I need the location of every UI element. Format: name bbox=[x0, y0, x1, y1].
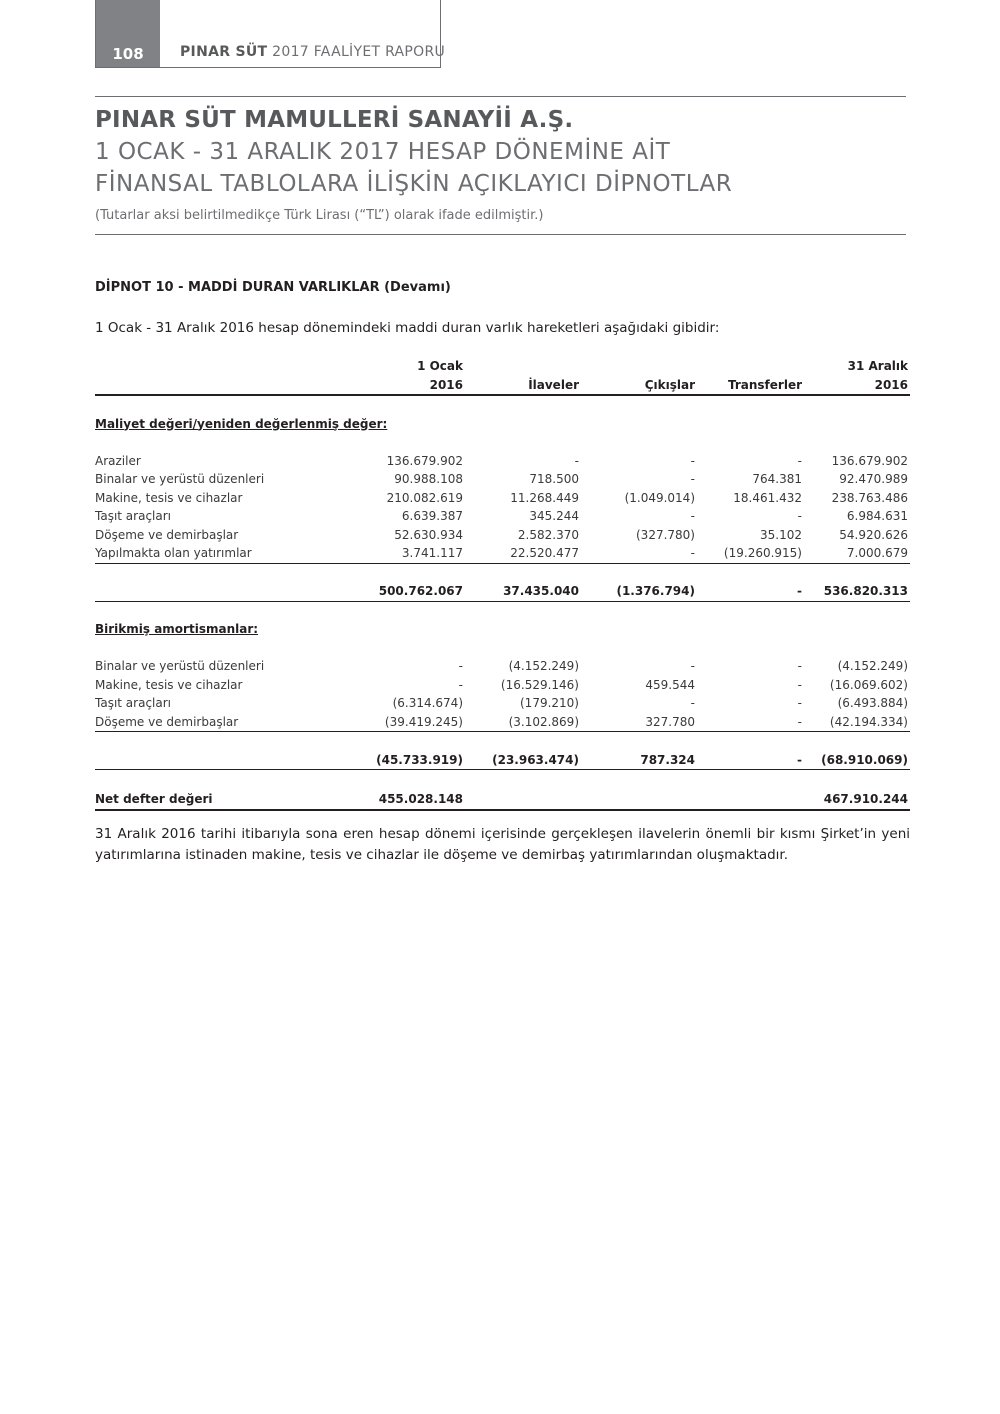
table-cell: 136.679.902 bbox=[386, 453, 463, 468]
report-title bbox=[180, 44, 445, 60]
table-cell: - bbox=[690, 546, 695, 560]
table-cell: (45.733.919) bbox=[376, 752, 463, 767]
table-cell: (39.419.245) bbox=[384, 714, 463, 729]
total-row-depreciation bbox=[95, 751, 910, 771]
table-cell: (42.194.334) bbox=[829, 714, 908, 729]
table-cell: 11.268.449 bbox=[510, 490, 579, 505]
table-row bbox=[95, 507, 910, 526]
page-number: 108 bbox=[96, 0, 160, 67]
table-cell: (327.780) bbox=[636, 527, 695, 542]
row-label: Makine, tesis ve cihazlar bbox=[95, 490, 243, 505]
table-cell: - bbox=[574, 453, 579, 468]
table-cell: 54.920.626 bbox=[839, 527, 908, 542]
table-cell: (1.049.014) bbox=[624, 490, 695, 505]
table-cell: (4.152.249) bbox=[837, 659, 908, 673]
table-cell: Çıkışlar bbox=[644, 377, 695, 392]
table-cell: 92.470.989 bbox=[839, 472, 908, 486]
table-row bbox=[95, 657, 910, 676]
table-cell: 22.520.477 bbox=[510, 546, 579, 560]
table-cell: - bbox=[690, 472, 695, 486]
spacer bbox=[95, 602, 910, 621]
row-label: Döşeme ve demirbaşlar bbox=[95, 527, 239, 542]
table-cell: 2.582.370 bbox=[517, 527, 579, 542]
row-label: Binalar ve yerüstü düzenleri bbox=[95, 659, 265, 673]
table-cell: (3.102.869) bbox=[508, 714, 579, 729]
table-cell: 3.741.117 bbox=[401, 546, 463, 560]
table-cell: - bbox=[690, 696, 695, 710]
table-cell: 7.000.679 bbox=[846, 546, 908, 560]
table-cell: - bbox=[797, 453, 802, 468]
row-label: Makine, tesis ve cihazlar bbox=[95, 677, 243, 692]
table-cell: - bbox=[458, 677, 463, 692]
table-cell: - bbox=[690, 509, 695, 523]
table-cell: - bbox=[690, 659, 695, 673]
row-label: Döşeme ve demirbaşlar bbox=[95, 714, 239, 729]
table-cell: 31 Aralık bbox=[847, 359, 908, 373]
table-cell: 787.324 bbox=[640, 752, 695, 767]
table-cell: (19.260.915) bbox=[723, 546, 802, 560]
table-cell: (4.152.249) bbox=[508, 659, 579, 673]
spacer bbox=[95, 564, 910, 583]
spacer bbox=[95, 433, 910, 452]
table-cell: (6.314.674) bbox=[392, 696, 463, 710]
row-label: Taşıt araçları bbox=[95, 509, 171, 523]
table-cell: 2016 bbox=[874, 377, 908, 392]
row-label: Binalar ve yerüstü düzenleri bbox=[95, 472, 265, 486]
row-label: Net defter değeri bbox=[95, 792, 213, 806]
spacer bbox=[95, 770, 910, 790]
row-label: Taşıt araçları bbox=[95, 696, 171, 710]
table-cell: - bbox=[797, 714, 802, 729]
table-cell: 6.639.387 bbox=[401, 509, 463, 523]
spacer bbox=[95, 732, 910, 751]
closing-paragraph: 31 Aralık 2016 tarihi itibarıyla sona eren hesap dönemi içerisinde gerçekleşen ilavelerin önemli bir kısmı Şirket’in yeni yatırımlarına istinaden makine, tesis ve cihazlar ile döşeme ve demirbaş yatırımlarından oluşmaktadır. bbox=[95, 826, 910, 863]
table-cell: - bbox=[797, 696, 802, 710]
row-label: Maliyet değeri/yeniden değerlenmiş değer: bbox=[95, 416, 388, 431]
table-cell: İlaveler bbox=[528, 377, 579, 392]
table-cell: - bbox=[690, 453, 695, 468]
table-cell: 455.028.148 bbox=[378, 792, 463, 806]
table-cell: - bbox=[797, 677, 802, 692]
table-cell: 327.780 bbox=[645, 714, 695, 729]
section-heading-depreciation bbox=[95, 620, 910, 639]
table-cell: 136.679.902 bbox=[831, 453, 908, 468]
table-cell: 35.102 bbox=[760, 527, 802, 542]
spacer bbox=[95, 639, 910, 658]
page-header bbox=[95, 0, 446, 68]
table-cell: - bbox=[797, 752, 802, 767]
table-cell: 6.984.631 bbox=[846, 509, 908, 523]
table-cell: (6.493.884) bbox=[837, 696, 908, 710]
table-cell: 536.820.313 bbox=[823, 584, 908, 598]
table-cell: (23.963.474) bbox=[492, 752, 579, 767]
table-cell: (1.376.794) bbox=[616, 584, 695, 598]
spacer bbox=[95, 396, 910, 415]
brand-name: PINAR SÜT bbox=[180, 44, 268, 60]
net-book-value-row bbox=[95, 790, 910, 811]
table-cell: 345.244 bbox=[529, 509, 579, 523]
report-name: 2017 FAALİYET RAPORU bbox=[272, 44, 446, 60]
title-line-2: FİNANSAL TABLOLARA İLİŞKİN AÇIKLAYICI DİPNOTLAR bbox=[95, 171, 733, 197]
section-title: DİPNOT 10 - MADDİ DURAN VARLIKLAR (Devamı) bbox=[95, 280, 451, 295]
table-row bbox=[95, 694, 910, 713]
table-row bbox=[95, 526, 910, 545]
table-row bbox=[95, 676, 910, 695]
header-row-bottom bbox=[95, 376, 910, 397]
table-cell: 52.630.934 bbox=[394, 527, 463, 542]
table-cell: 18.461.432 bbox=[733, 490, 802, 505]
table-cell: 37.435.040 bbox=[503, 584, 579, 598]
title-line-1: 1 OCAK - 31 ARALIK 2017 HESAP DÖNEMİNE AİT bbox=[95, 139, 671, 165]
table-cell: 459.544 bbox=[645, 677, 695, 692]
row-label: Yapılmakta olan yatırımlar bbox=[95, 546, 252, 560]
table-cell: 718.500 bbox=[529, 472, 579, 486]
table-cell: (16.529.146) bbox=[500, 677, 579, 692]
row-label: Araziler bbox=[95, 453, 141, 468]
table-cell: 764.381 bbox=[752, 472, 802, 486]
table-row bbox=[95, 452, 910, 471]
table-row bbox=[95, 489, 910, 508]
table-row bbox=[95, 544, 910, 564]
title-rule-top bbox=[95, 96, 906, 97]
table-cell: (179.210) bbox=[520, 696, 579, 710]
table-cell: - bbox=[797, 584, 802, 598]
table-cell: 1 Ocak bbox=[417, 359, 463, 373]
table-cell: - bbox=[458, 659, 463, 673]
table-cell: (68.910.069) bbox=[821, 752, 908, 767]
table-cell: 90.988.108 bbox=[394, 472, 463, 486]
total-row-cost bbox=[95, 582, 910, 602]
table-cell: Transferler bbox=[727, 377, 802, 392]
header-row-top bbox=[95, 357, 910, 376]
table-cell: 2016 bbox=[429, 377, 463, 392]
table-cell: 467.910.244 bbox=[823, 792, 908, 806]
table-row bbox=[95, 713, 910, 733]
units-note: (Tutarlar aksi belirtilmedikçe Türk Lirası (“TL”) olarak ifade edilmiştir.) bbox=[95, 208, 544, 223]
table-cell: 210.082.619 bbox=[386, 490, 463, 505]
row-label: Birikmiş amortismanlar: bbox=[95, 622, 259, 636]
table-cell: - bbox=[797, 659, 802, 673]
section-intro: 1 Ocak - 31 Aralık 2016 hesap dönemindeki maddi duran varlık hareketleri aşağıdaki gibidir: bbox=[95, 320, 720, 336]
table-cell: 500.762.067 bbox=[378, 584, 463, 598]
section-heading-cost bbox=[95, 415, 910, 434]
table-cell: - bbox=[797, 509, 802, 523]
fixed-assets-table bbox=[95, 357, 910, 811]
table-cell: 238.763.486 bbox=[831, 490, 908, 505]
table-cell: (16.069.602) bbox=[829, 677, 908, 692]
company-name: PINAR SÜT MAMULLERİ SANAYİİ A.Ş. bbox=[95, 107, 574, 133]
table-row bbox=[95, 470, 910, 489]
title-rule-bottom bbox=[95, 234, 906, 235]
